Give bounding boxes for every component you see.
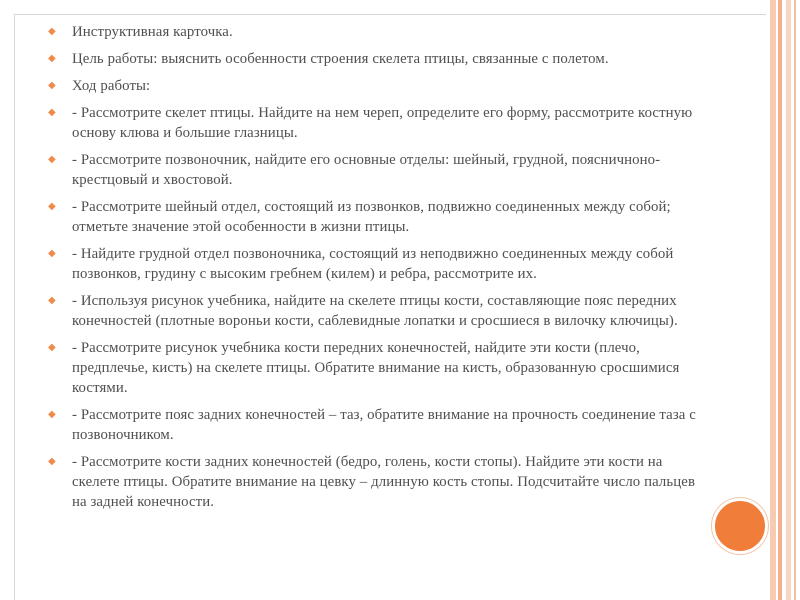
list-item <box>48 103 698 143</box>
decorative-stripe <box>794 0 796 600</box>
slide-content <box>48 22 698 519</box>
diamond-bullet-icon: ◆ <box>48 80 56 91</box>
list-item <box>48 338 698 398</box>
list-item-text: - Рассмотрите пояс задних конечностей – таз, обратите внимание на прочность соединение таза с позвоночником. <box>72 407 696 443</box>
list-item <box>48 197 698 237</box>
diamond-bullet-icon: ◆ <box>48 53 56 64</box>
decorative-stripe <box>778 0 782 600</box>
list-item <box>48 22 698 42</box>
diamond-bullet-icon: ◆ <box>48 26 56 37</box>
slide-frame-top-line <box>14 14 772 15</box>
list-item-text: Инструктивная карточка. <box>72 24 233 40</box>
list-item <box>48 452 698 512</box>
list-item-text: Ход работы: <box>72 78 151 94</box>
list-item <box>48 405 698 445</box>
slide-frame-left-line <box>14 14 15 600</box>
list-item-text: Цель работы: выяснить особенности строения скелета птицы, связанные с полетом. <box>72 51 609 67</box>
list-item <box>48 244 698 284</box>
orange-accent-circle <box>712 498 768 554</box>
list-item <box>48 291 698 331</box>
list-item <box>48 76 698 96</box>
list-item-text: - Используя рисунок учебника, найдите на скелете птицы кости, составляющие пояс передних конечностей (плотные вороньи кости, саблевидные лопатки и сросшиеся в вилочку ключицы). <box>72 293 678 329</box>
list-item <box>48 49 698 69</box>
list-item-text: - Рассмотрите рисунок учебника кости передних конечностей, найдите эти кости (плечо, предплечье, кисть) на скелете птицы. Обратите внимание на кисть, образованную сросшимися костями. <box>72 340 680 396</box>
list-item-text: - Найдите грудной отдел позвоночника, состоящий из неподвижно соединенных между собой позвонков, грудину с высоким гребнем (килем) и ребра, рассмотрите их. <box>72 246 674 282</box>
list-item-text: - Рассмотрите позвоночник, найдите его основные отделы: шейный, грудной, поясничноно-крестцовый и хвостовой. <box>72 152 661 188</box>
diamond-bullet-icon: ◆ <box>48 295 56 306</box>
diamond-bullet-icon: ◆ <box>48 201 56 212</box>
list-item-text: - Рассмотрите шейный отдел, состоящий из позвонков, подвижно соединенных между собой; отметьте значение этой особенности в жизни птицы. <box>72 199 671 235</box>
diamond-bullet-icon: ◆ <box>48 107 56 118</box>
diamond-bullet-icon: ◆ <box>48 342 56 353</box>
decorative-stripe <box>770 0 776 600</box>
diamond-bullet-icon: ◆ <box>48 248 56 259</box>
decorative-stripe <box>786 0 791 600</box>
list-item-text: - Рассмотрите скелет птицы. Найдите на нем череп, определите его форму, рассмотрите костную основу клюва и большие глазницы. <box>72 105 693 141</box>
list-item-text: - Рассмотрите кости задних конечностей (бедро, голень, кости стопы). Найдите эти кости на скелете птицы. Обратите внимание на цевку – длинную кость стопы. Подсчитайте число пальцев на задней конечности. <box>72 454 696 510</box>
diamond-bullet-icon: ◆ <box>48 456 56 467</box>
diamond-bullet-icon: ◆ <box>48 409 56 420</box>
diamond-bullet-icon: ◆ <box>48 154 56 165</box>
list-item <box>48 150 698 190</box>
